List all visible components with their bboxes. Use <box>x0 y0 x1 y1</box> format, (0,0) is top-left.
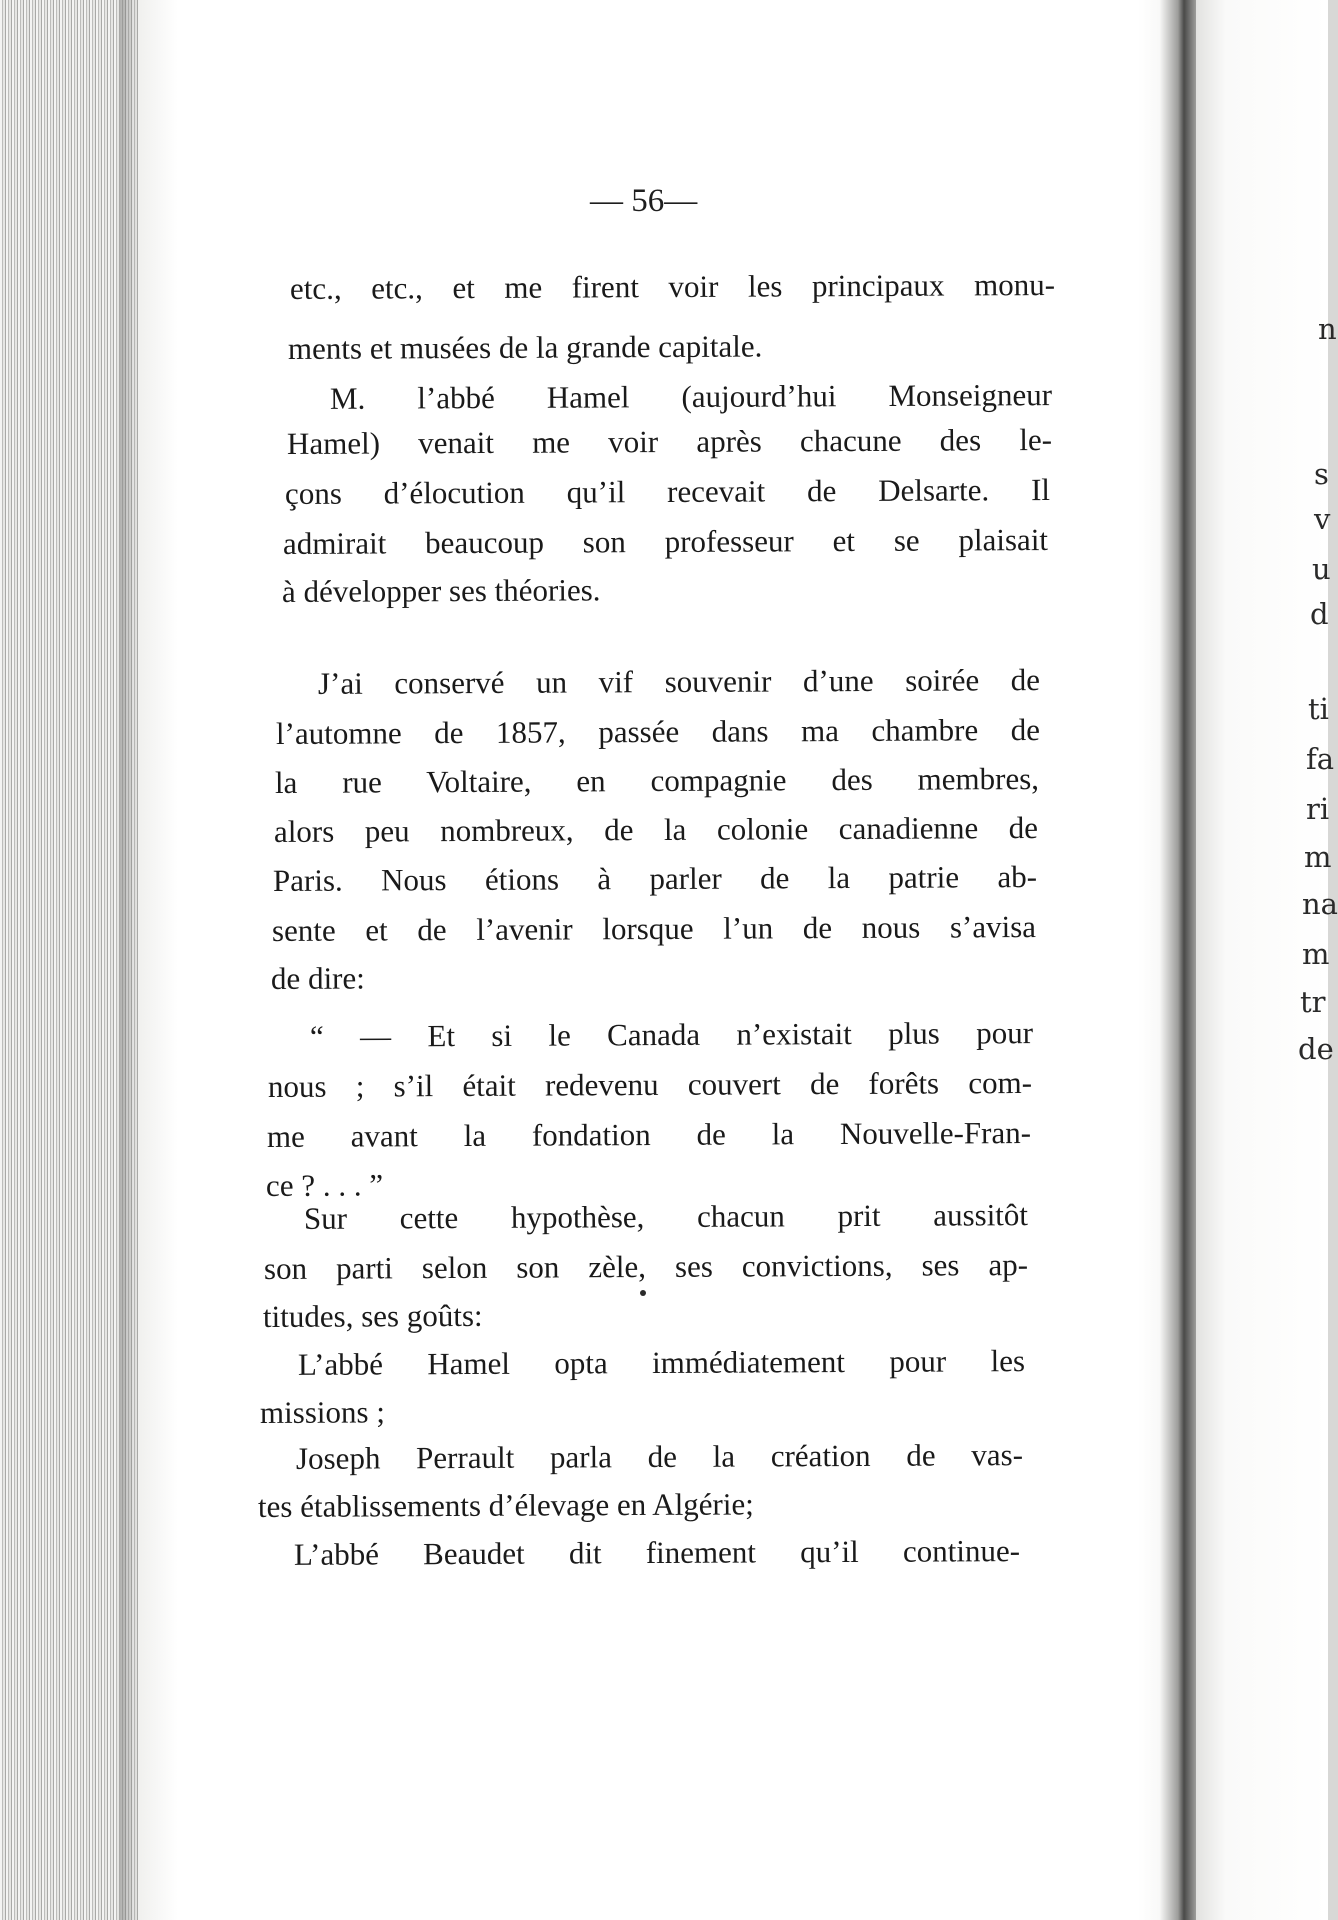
text-line: “ — Et si le Canada n’existait plus pour <box>309 1015 1034 1054</box>
text-line: son parti selon son zèle, ses convictions, ses ap- <box>263 1247 1029 1286</box>
facing-page-fragment: ri <box>1306 792 1330 826</box>
facing-page-fragment: fa <box>1306 742 1335 776</box>
text-line: Paris. Nous étions à parler de la patrie ab- <box>272 859 1038 898</box>
facing-page-fragment: tr <box>1300 985 1326 1019</box>
text-line: me avant la fondation de la Nouvelle-Fran- <box>266 1115 1032 1154</box>
text-line: l’automne de 1857, passée dans ma chambre de <box>275 712 1041 751</box>
text-line: ce ? . . . ” <box>265 1167 384 1203</box>
text-line: L’abbé Hamel opta immédiatement pour les <box>297 1343 1026 1382</box>
text-line: la rue Voltaire, en compagnie des membres, <box>274 761 1040 800</box>
text-line: missions ; <box>259 1394 385 1430</box>
text-line: ments et musées de la grande capitale. <box>287 328 763 367</box>
text-line: de dire: <box>270 960 365 996</box>
facing-page-fragment: na <box>1302 887 1338 921</box>
facing-page-fragment: s <box>1314 457 1329 491</box>
text-line: J’ai conservé un vif souvenir d’une soirée de <box>317 662 1041 701</box>
facing-page-fragment: u <box>1312 552 1331 586</box>
text-line: sente et de l’avenir lorsque l’un de nous s’avisa <box>271 909 1037 948</box>
text-line: L’abbé Beaudet dit finement qu’il continue- <box>293 1533 1021 1572</box>
facing-page-fragment: de <box>1298 1032 1334 1066</box>
facing-page-fragment: m <box>1302 937 1330 971</box>
text-line: çons d’élocution qu’il recevait de Delsarte. Il <box>284 471 1051 512</box>
text-line: Sur cette hypothèse, chacun prit aussitôt <box>303 1197 1029 1236</box>
ink-speck <box>640 1290 646 1296</box>
facing-page-fragment: n <box>1318 312 1337 346</box>
facing-page-fragment: m <box>1304 840 1332 874</box>
text-line: tes établissements d’élevage en Algérie; <box>257 1486 754 1524</box>
book-gutter <box>1160 0 1200 1920</box>
text-line: à développer ses théories. <box>281 572 601 610</box>
facing-page-fragment: d <box>1310 597 1329 631</box>
text-line: nous ; s’il était redevenu couvert de forêts com- <box>267 1065 1033 1104</box>
text-line: admirait beaucoup son professeur et se plaisait <box>282 521 1049 562</box>
book-page-edges <box>0 0 138 1920</box>
text-line: titudes, ses goûts: <box>262 1297 483 1334</box>
text-line: etc., etc., et me firent voir les principaux monu- <box>289 266 1056 307</box>
text-line: alors peu nombreux, de la colonie canadienne de <box>273 810 1039 849</box>
facing-page-fragment: v <box>1314 502 1331 536</box>
text-line: M. l’abbé Hamel (aujourd’hui Monseigneur <box>329 377 1053 416</box>
page-number: — 56— <box>590 183 698 219</box>
facing-page-fragment: ti <box>1308 692 1329 726</box>
text-line: Joseph Perrault parla de la création de vas- <box>295 1437 1024 1476</box>
text-line: Hamel) venait me voir après chacune des le- <box>286 421 1053 462</box>
